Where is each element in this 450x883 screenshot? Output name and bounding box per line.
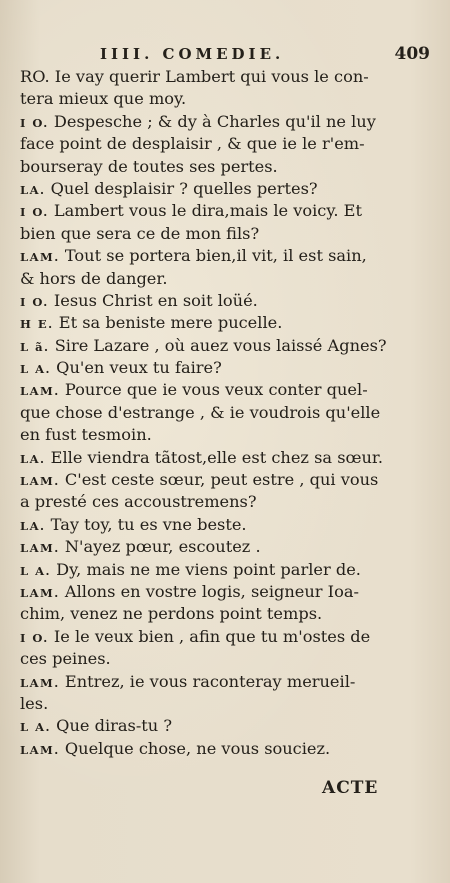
line-text: ces peines. bbox=[20, 649, 111, 669]
text-line bbox=[20, 245, 400, 267]
text-line bbox=[20, 357, 400, 379]
text-line bbox=[20, 671, 400, 693]
speaker-label: L ã. bbox=[20, 339, 50, 354]
line-text: en fust tesmoin. bbox=[20, 425, 152, 445]
line-text: bourseray de toutes ses pertes. bbox=[20, 156, 278, 176]
text-line bbox=[20, 156, 400, 178]
text-line bbox=[20, 581, 400, 603]
speaker-label: LAM. bbox=[20, 474, 60, 489]
line-text: Allons en vostre logis, seigneur Ioa- bbox=[59, 581, 359, 601]
speaker-label: H E. bbox=[20, 317, 54, 332]
text-line bbox=[20, 223, 400, 245]
speaker-label: LAM. bbox=[20, 541, 60, 556]
speaker-label: LA. bbox=[20, 182, 46, 197]
line-text: Que diras-tu ? bbox=[51, 716, 173, 736]
line-text: C'est ceste sœur, peut estre , qui vous bbox=[59, 470, 379, 490]
line-text: Lambert vous le dira,mais le voicy. Et bbox=[48, 201, 362, 221]
dialogue-text bbox=[20, 66, 400, 760]
speaker-label: LA. bbox=[20, 518, 46, 533]
line-text: N'ayez pœur, escoutez . bbox=[59, 537, 261, 557]
text-line bbox=[20, 402, 400, 424]
text-line bbox=[20, 88, 400, 110]
text-line bbox=[20, 312, 400, 334]
speaker-label: LA. bbox=[20, 451, 46, 466]
line-text: Iesus Christ en soit loüé. bbox=[48, 290, 258, 310]
text-line bbox=[20, 290, 400, 312]
speaker-label: I O. bbox=[20, 630, 49, 645]
text-line bbox=[20, 66, 400, 88]
line-text: Entrez, ie vous raconteray merueil- bbox=[59, 671, 356, 691]
line-text: Elle viendra tãtost,elle est chez sa sœur. bbox=[45, 447, 384, 467]
text-line bbox=[20, 514, 400, 536]
text-line bbox=[20, 335, 400, 357]
line-text: Despesche ; & dy à Charles qu'il ne luy bbox=[48, 111, 376, 131]
speaker-label: LAM. bbox=[20, 250, 60, 265]
line-text: Quelque chose, ne vous souciez. bbox=[59, 738, 331, 758]
line-text: Pource que ie vous veux conter quel- bbox=[59, 380, 368, 400]
line-text: bien que sera ce de mon fils? bbox=[20, 223, 260, 243]
text-line bbox=[20, 111, 400, 133]
text-line bbox=[20, 715, 400, 737]
line-text: chim, venez ne perdons point temps. bbox=[20, 604, 323, 624]
line-text: que chose d'estrange , & ie voudrois qu'elle bbox=[20, 402, 381, 422]
line-text: Tay toy, tu es vne beste. bbox=[45, 514, 247, 534]
speaker-label: I O. bbox=[20, 294, 49, 309]
line-text: Sire Lazare , où auez vous laissé Agnes? bbox=[49, 335, 387, 355]
line-text: face point de desplaisir , & que ie le r'em- bbox=[20, 134, 365, 154]
speaker-label: L A. bbox=[20, 362, 52, 377]
text-line bbox=[20, 469, 400, 491]
line-text: tera mieux que moy. bbox=[20, 89, 187, 109]
text-line bbox=[20, 738, 400, 760]
text-line bbox=[20, 648, 400, 670]
speaker-label: I O. bbox=[20, 205, 49, 220]
text-line bbox=[20, 424, 400, 446]
text-line bbox=[20, 447, 400, 469]
speaker-label: L A. bbox=[20, 563, 52, 578]
text-line bbox=[20, 133, 400, 155]
line-text: Ie le veux bien , afin que tu m'ostes de bbox=[48, 626, 371, 646]
line-text: Et sa beniste mere pucelle. bbox=[53, 313, 283, 333]
text-line bbox=[20, 178, 400, 200]
text-line bbox=[20, 536, 400, 558]
line-text: & hors de danger. bbox=[20, 268, 168, 288]
speaker-label: LAM. bbox=[20, 585, 60, 600]
line-text: Quel desplaisir ? quelles pertes? bbox=[45, 178, 318, 198]
line-text: a presté ces accoustremens? bbox=[20, 492, 257, 512]
speaker-label: L A. bbox=[20, 720, 52, 735]
text-line bbox=[20, 268, 400, 290]
text-line bbox=[20, 379, 400, 401]
page-number: 409 bbox=[394, 44, 430, 64]
text-line bbox=[20, 626, 400, 648]
speaker-label: I O. bbox=[20, 115, 49, 130]
line-text: RO. Ie vay querir Lambert qui vous le con- bbox=[20, 67, 369, 86]
line-text: Qu'en veux tu faire? bbox=[51, 358, 222, 378]
speaker-label: LAM. bbox=[20, 742, 60, 757]
line-text: Tout se portera bien,il vit, il est sain, bbox=[59, 246, 367, 266]
text-line bbox=[20, 200, 400, 222]
line-text: les. bbox=[20, 693, 49, 713]
running-header bbox=[100, 44, 430, 64]
text-line bbox=[20, 559, 400, 581]
line-text: Dy, mais ne me viens point parler de. bbox=[51, 559, 361, 579]
text-line bbox=[20, 491, 400, 513]
text-line bbox=[20, 693, 400, 715]
speaker-label: LAM. bbox=[20, 675, 60, 690]
speaker-label: LAM. bbox=[20, 384, 60, 399]
text-line bbox=[20, 603, 400, 625]
running-title: IIII. COMEDIE. bbox=[100, 45, 285, 63]
catchword: ACTE bbox=[322, 778, 379, 798]
